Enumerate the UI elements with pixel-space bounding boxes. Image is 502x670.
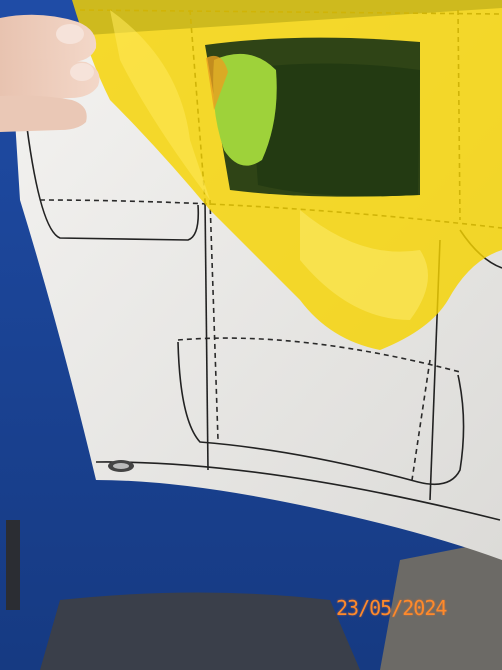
- trousers: [40, 593, 360, 670]
- chair-leg: [6, 520, 20, 610]
- logo-mark: [108, 460, 134, 472]
- date-stamp: 23/05/2024: [336, 596, 447, 620]
- hand: [0, 15, 100, 132]
